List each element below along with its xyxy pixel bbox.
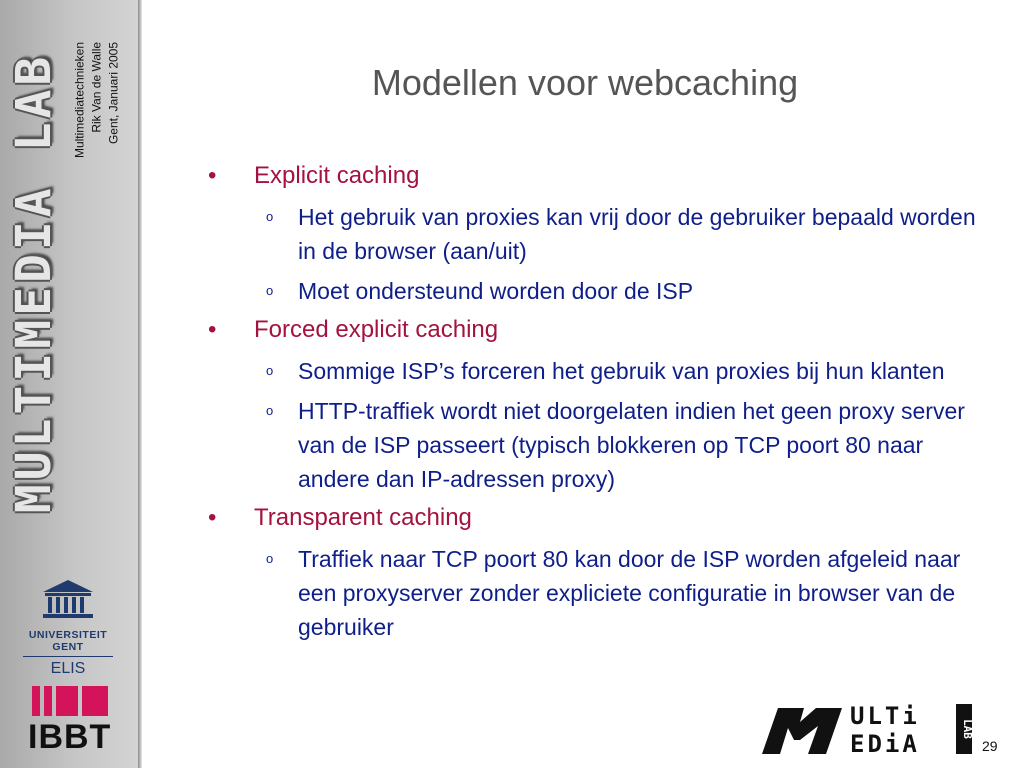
- multimedia-lab-vertical-logo: [8, 18, 60, 548]
- bullet-icon: •: [208, 316, 217, 343]
- bullet-text: Transparent caching: [254, 504, 472, 531]
- bullet-list: [208, 160, 988, 650]
- sub-bullet-icon: o: [266, 283, 274, 298]
- sub-bullet-icon: o: [266, 403, 274, 418]
- brand-vertical-text: MULTIMEDIA LAB: [6, 52, 62, 514]
- sub-bullet: [208, 542, 988, 644]
- bullet-explicit-caching: [208, 160, 988, 192]
- sidebar-edge: [138, 0, 142, 768]
- meta-date: Gent, Januari 2005: [106, 41, 121, 145]
- ibbt-logo-text: IBBT: [28, 718, 112, 756]
- divider: [23, 656, 113, 657]
- sub-bullet-text: HTTP-traffiek wordt niet doorgelaten indien het geen proxy server van de ISP passeert (typisch blokkeren op TCP poort 80 naar andere dan IP-adressen proxy): [298, 398, 965, 492]
- ugent-logo: [20, 578, 116, 678]
- sub-bullet-text: Het gebruik van proxies kan vrij door de gebruiker bepaald worden in de browser (aan/uit): [298, 204, 976, 264]
- elis-label: ELIS: [50, 660, 86, 677]
- sub-bullet-icon: o: [266, 209, 274, 224]
- bullet-transparent-caching: [208, 502, 988, 534]
- sub-bullet: [208, 394, 988, 496]
- logo-side-text: LAB: [961, 719, 974, 739]
- sub-bullet: [208, 200, 988, 268]
- meta-author: Rik Van de Walle: [89, 41, 104, 133]
- bullet-text: Forced explicit caching: [254, 316, 499, 343]
- ibbt-blocks-icon: [32, 686, 108, 716]
- bullet-icon: •: [208, 162, 217, 189]
- slide-title: Modellen voor webcaching: [371, 62, 799, 103]
- bullet-forced-explicit-caching: [208, 314, 988, 346]
- university-name: UNIVERSITEIT GENT: [28, 629, 108, 653]
- sidebar: [0, 0, 138, 768]
- sub-bullet-text: Moet ondersteund worden door de ISP: [298, 278, 694, 304]
- meta-course: Multimediatechnieken: [72, 41, 87, 159]
- logo-text-top: ULTi: [850, 702, 920, 730]
- bullet-icon: •: [208, 504, 217, 531]
- sub-bullet: [208, 354, 988, 388]
- page-number: 29: [982, 738, 998, 754]
- multimedia-lab-logo: [760, 700, 976, 756]
- university-temple-icon: [41, 578, 95, 620]
- bullet-text: Explicit caching: [254, 162, 420, 189]
- logo-text-bottom: EDiA: [850, 730, 920, 756]
- sub-bullet-text: Traffiek naar TCP poort 80 kan door de ISP worden afgeleid naar een proxyserver zonder expliciete configuratie in browser van de gebruiker: [298, 546, 961, 640]
- sub-bullet-text: Sommige ISP’s forceren het gebruik van proxies bij hun klanten: [298, 358, 945, 384]
- sub-bullet: [208, 274, 988, 308]
- presentation-meta: [58, 20, 136, 180]
- sub-bullet-icon: o: [266, 363, 274, 378]
- sub-bullet-icon: o: [266, 551, 274, 566]
